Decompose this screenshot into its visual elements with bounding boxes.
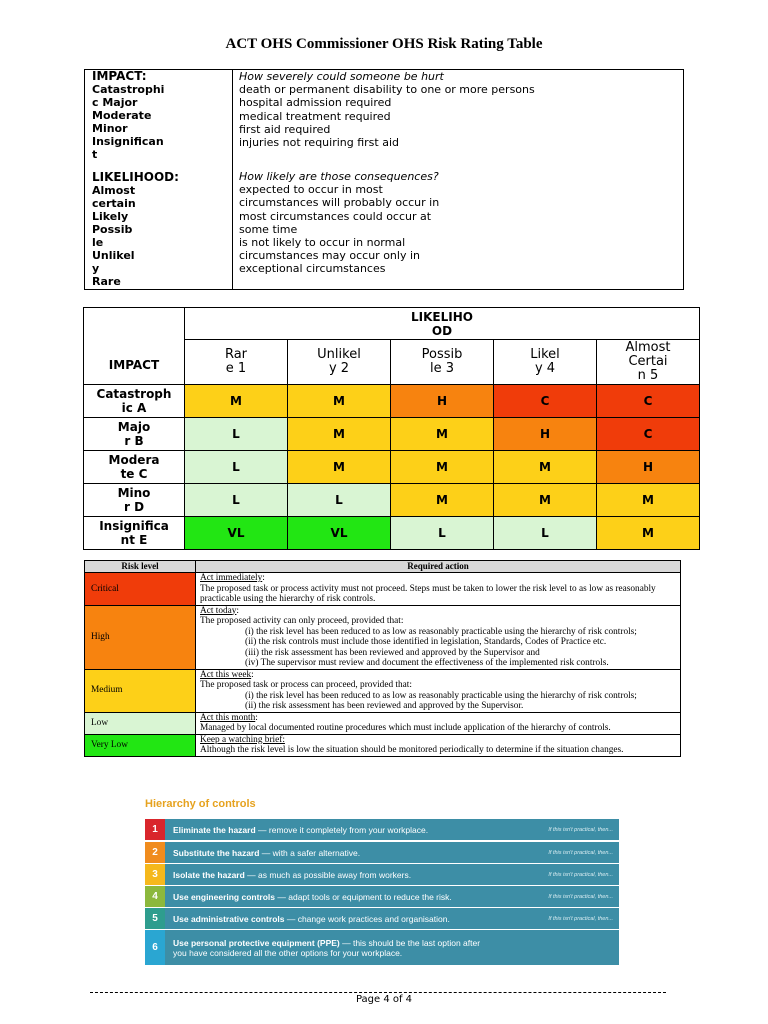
matrix-row xyxy=(84,418,700,451)
likelihood-descriptions xyxy=(239,170,439,276)
risk-level-cell: Medium xyxy=(85,669,196,712)
impact-heading: IMPACT: xyxy=(92,69,147,83)
action-description xyxy=(196,734,681,756)
hierarchy-note: If this isn't practical, then... xyxy=(548,893,613,900)
row-label-line: r B xyxy=(124,434,144,448)
required-action-header: Required action xyxy=(196,561,681,573)
impact-row-label xyxy=(84,385,185,418)
risk-cell: H xyxy=(494,418,597,451)
action-condition: (iv) The supervisor must review and document the effectiveness of the implemented risk controls. xyxy=(245,658,609,668)
action-description xyxy=(196,573,681,606)
hierarchy-item xyxy=(145,864,619,885)
hierarchy-note: If this isn't practical, then... xyxy=(548,871,613,878)
hierarchy-rest: — with a safer alternative. xyxy=(259,847,361,858)
hierarchy-bold: Use engineering controls xyxy=(173,891,276,902)
likelihood-label: Rare xyxy=(92,275,121,288)
impact-descriptions xyxy=(239,70,535,149)
risk-cell: M xyxy=(185,385,288,418)
risk-matrix xyxy=(83,307,700,550)
column-label-line: Rar xyxy=(224,347,248,362)
hierarchy-number: 6 xyxy=(145,930,165,965)
hierarchy-bold: Use administrative controls xyxy=(173,913,285,924)
impact-desc: death or permanent disability to one or more persons xyxy=(239,83,535,97)
likelihood-desc: exceptional circumstances xyxy=(239,262,386,276)
impact-row-label xyxy=(84,484,185,517)
action-heading: Act today xyxy=(200,605,237,616)
row-label-line: Mino xyxy=(117,486,151,500)
likelihood-labels xyxy=(92,171,179,288)
impact-desc: medical treatment required xyxy=(239,109,391,123)
action-heading-line: Act this month: xyxy=(200,712,258,723)
action-text: The proposed task or process can proceed, provided that: xyxy=(200,680,412,690)
action-condition: (ii) the risk assessment has been reviewed and approved by the Supervisor. xyxy=(245,701,524,711)
matrix-row xyxy=(84,517,700,550)
column-label-line: Unlikel xyxy=(317,347,361,362)
risk-cell: H xyxy=(391,385,494,418)
action-heading: Act this week xyxy=(200,669,252,680)
likelihood-question: How likely are those consequences? xyxy=(239,170,439,183)
likelihood-label: Possib xyxy=(92,223,133,236)
hierarchy-rest: — change work practices and organisation. xyxy=(284,913,450,924)
action-row xyxy=(85,573,681,606)
action-heading: Keep a watching brief: xyxy=(200,734,285,745)
divider xyxy=(232,70,233,289)
likelihood-header xyxy=(185,308,700,340)
likelihood-column-header xyxy=(288,340,391,385)
hierarchy-number: 1 xyxy=(145,819,165,840)
risk-cell: L xyxy=(494,517,597,550)
action-description xyxy=(196,605,681,669)
action-text: Although the risk level is low the situation should be monitored periodically to determine if the situation changes. xyxy=(200,745,624,755)
hierarchy-rest: — this should be the last option after xyxy=(339,937,481,948)
column-label-line: n 5 xyxy=(637,368,659,383)
likelihood-column-header xyxy=(391,340,494,385)
likelihood-column-header xyxy=(597,340,700,385)
impact-header xyxy=(84,308,185,385)
risk-level-cell: Critical xyxy=(85,573,196,606)
hierarchy-title: Hierarchy of controls xyxy=(145,798,256,810)
column-label-line: Likel xyxy=(530,347,560,362)
column-label-line: e 1 xyxy=(225,361,247,376)
likelihood-column-header xyxy=(185,340,288,385)
hierarchy-number: 4 xyxy=(145,886,165,907)
action-text: The proposed task or process activity must not proceed. Steps must be taken to lower the risk level to as low as reasonably practicable using the hierarchy of risk controls. xyxy=(200,583,656,604)
row-label-line: Insignifica xyxy=(99,519,169,533)
action-row xyxy=(85,605,681,669)
hierarchy-bold: Eliminate the hazard xyxy=(173,824,256,835)
definitions-box xyxy=(84,69,684,290)
row-label-line: Majo xyxy=(117,420,151,434)
hierarchy-item xyxy=(145,930,619,965)
action-row xyxy=(85,712,681,734)
risk-cell: L xyxy=(185,484,288,517)
row-label-line: r D xyxy=(123,500,145,514)
action-heading-line: Act this week: xyxy=(200,669,254,680)
likelihood-label: Unlikel xyxy=(92,249,135,262)
page-title: ACT OHS Commissioner OHS Risk Rating Table xyxy=(225,36,543,52)
impact-desc: hospital admission required xyxy=(239,96,392,110)
row-label-line: nt E xyxy=(120,533,148,547)
column-label-line: y 2 xyxy=(328,361,350,376)
risk-cell: M xyxy=(288,385,391,418)
action-row xyxy=(85,669,681,712)
row-label-line: ic A xyxy=(121,401,147,415)
risk-cell: C xyxy=(494,385,597,418)
risk-cell: M xyxy=(391,418,494,451)
likelihood-label: Likely xyxy=(92,210,129,223)
hierarchy-number: 3 xyxy=(145,864,165,885)
impact-label: Insignifican xyxy=(92,135,164,148)
column-label-line: le 3 xyxy=(429,361,454,376)
action-condition: (i) the risk level has been reduced to as low as reasonably practicable using the hierarchy of risk controls; xyxy=(245,626,637,637)
matrix-row xyxy=(84,385,700,418)
risk-cell: L xyxy=(288,484,391,517)
likelihood-heading: LIKELIHOOD: xyxy=(92,170,179,184)
risk-actions-table xyxy=(84,560,681,757)
likelihood-desc: is not likely to occur in normal xyxy=(239,236,406,250)
likelihood-header-line: LIKELIHO xyxy=(411,309,473,324)
impact-label: Moderate xyxy=(92,109,152,122)
risk-level-header: Risk level xyxy=(85,561,196,573)
hierarchy-rest: — remove it completely from your workplace. xyxy=(255,824,429,835)
likelihood-desc: circumstances may occur only in xyxy=(239,249,420,263)
row-label-line: Modera xyxy=(108,453,160,467)
risk-level-cell: Very Low xyxy=(85,734,196,756)
hierarchy-bold: Use personal protective equipment (PPE) xyxy=(173,937,340,948)
risk-cell: L xyxy=(185,451,288,484)
hierarchy-item xyxy=(145,886,619,907)
hierarchy-note: If this isn't practical, then... xyxy=(548,915,613,922)
hierarchy-note: If this isn't practical, then... xyxy=(548,826,613,833)
risk-cell: C xyxy=(597,418,700,451)
risk-cell: L xyxy=(391,517,494,550)
row-label-line: te C xyxy=(120,467,148,481)
risk-cell: M xyxy=(597,517,700,550)
likelihood-desc: some time xyxy=(239,222,298,236)
impact-label: t xyxy=(92,148,98,161)
risk-level-cell: High xyxy=(85,605,196,669)
risk-cell: M xyxy=(494,451,597,484)
impact-row-label xyxy=(84,451,185,484)
action-condition: (i) the risk level has been reduced to as low as reasonably practicable using the hierarchy of risk controls; xyxy=(245,690,637,701)
impact-row-label xyxy=(84,418,185,451)
hierarchy-bold: Substitute the hazard xyxy=(173,847,260,858)
action-heading: Act immediately xyxy=(200,573,263,583)
likelihood-label: certain xyxy=(92,197,136,210)
action-condition: (iii) the risk assessment has been reviewed and approved by the Supervisor and xyxy=(245,647,540,658)
likelihood-header-line: OD xyxy=(431,323,453,338)
impact-row-label xyxy=(84,517,185,550)
likelihood-desc: circumstances will probably occur in xyxy=(239,196,440,210)
likelihood-desc: most circumstances could occur at xyxy=(239,209,432,223)
hierarchy-item xyxy=(145,842,619,863)
hierarchy-rest: — adapt tools or equipment to reduce the risk. xyxy=(275,891,452,902)
risk-cell: M xyxy=(288,418,391,451)
action-text: Managed by local documented routine procedures which must include application of the hierarchy of controls. xyxy=(200,723,611,733)
hierarchy-rest2: you have considered all the other options for your workplace. xyxy=(173,947,403,958)
action-row xyxy=(85,734,681,756)
risk-cell: H xyxy=(597,451,700,484)
impact-desc: injuries not requiring first aid xyxy=(239,136,399,150)
likelihood-label: Almost xyxy=(92,184,136,197)
matrix-row xyxy=(84,484,700,517)
hierarchy-number: 5 xyxy=(145,908,165,929)
impact-label: Catastrophi xyxy=(92,83,165,96)
risk-cell: M xyxy=(597,484,700,517)
risk-cell: C xyxy=(597,385,700,418)
action-heading-line: Act immediately: xyxy=(200,573,265,583)
column-label-line: y 4 xyxy=(534,361,556,376)
hierarchy-item xyxy=(145,819,619,840)
hierarchy-number: 2 xyxy=(145,842,165,863)
column-label-line: Possib xyxy=(421,347,463,362)
risk-cell: VL xyxy=(288,517,391,550)
hierarchy-item xyxy=(145,908,619,929)
risk-cell: M xyxy=(391,484,494,517)
hierarchy-note: If this isn't practical, then... xyxy=(548,849,613,856)
row-label-line: Catastroph xyxy=(96,387,172,401)
hierarchy-rest: — as much as possible away from workers. xyxy=(244,869,412,880)
footer-line xyxy=(90,992,666,993)
action-heading: Act this month xyxy=(200,712,256,723)
impact-desc: first aid required xyxy=(239,122,331,136)
impact-label: Minor xyxy=(92,122,128,135)
risk-cell: M xyxy=(288,451,391,484)
page-number: Page 4 of 4 xyxy=(355,994,413,1005)
likelihood-desc: expected to occur in most xyxy=(239,183,383,197)
action-heading-line xyxy=(200,735,676,746)
action-condition: (ii) the risk controls must include those identified in legislation, Standards, Codes of Practice etc. xyxy=(245,637,607,647)
risk-cell: M xyxy=(494,484,597,517)
likelihood-label: y xyxy=(92,262,100,275)
matrix-row xyxy=(84,451,700,484)
impact-label: c Major xyxy=(92,96,138,109)
risk-cell: VL xyxy=(185,517,288,550)
impact-header-label: IMPACT xyxy=(108,358,160,372)
impact-labels xyxy=(92,70,164,161)
hierarchy-bold: Isolate the hazard xyxy=(173,869,245,880)
risk-level-cell: Low xyxy=(85,712,196,734)
column-label-line: Certai xyxy=(628,354,668,369)
hierarchy-text xyxy=(173,938,619,958)
column-label-line: Almost xyxy=(625,340,671,355)
action-description xyxy=(196,669,681,712)
likelihood-label: le xyxy=(92,236,104,249)
action-text: The proposed activity can only proceed, provided that: xyxy=(200,616,404,626)
impact-question: How severely could someone be hurt xyxy=(239,70,444,83)
risk-cell: M xyxy=(391,451,494,484)
likelihood-column-header xyxy=(494,340,597,385)
action-description xyxy=(196,712,681,734)
risk-cell: L xyxy=(185,418,288,451)
action-heading-line: Act today: xyxy=(200,605,239,616)
